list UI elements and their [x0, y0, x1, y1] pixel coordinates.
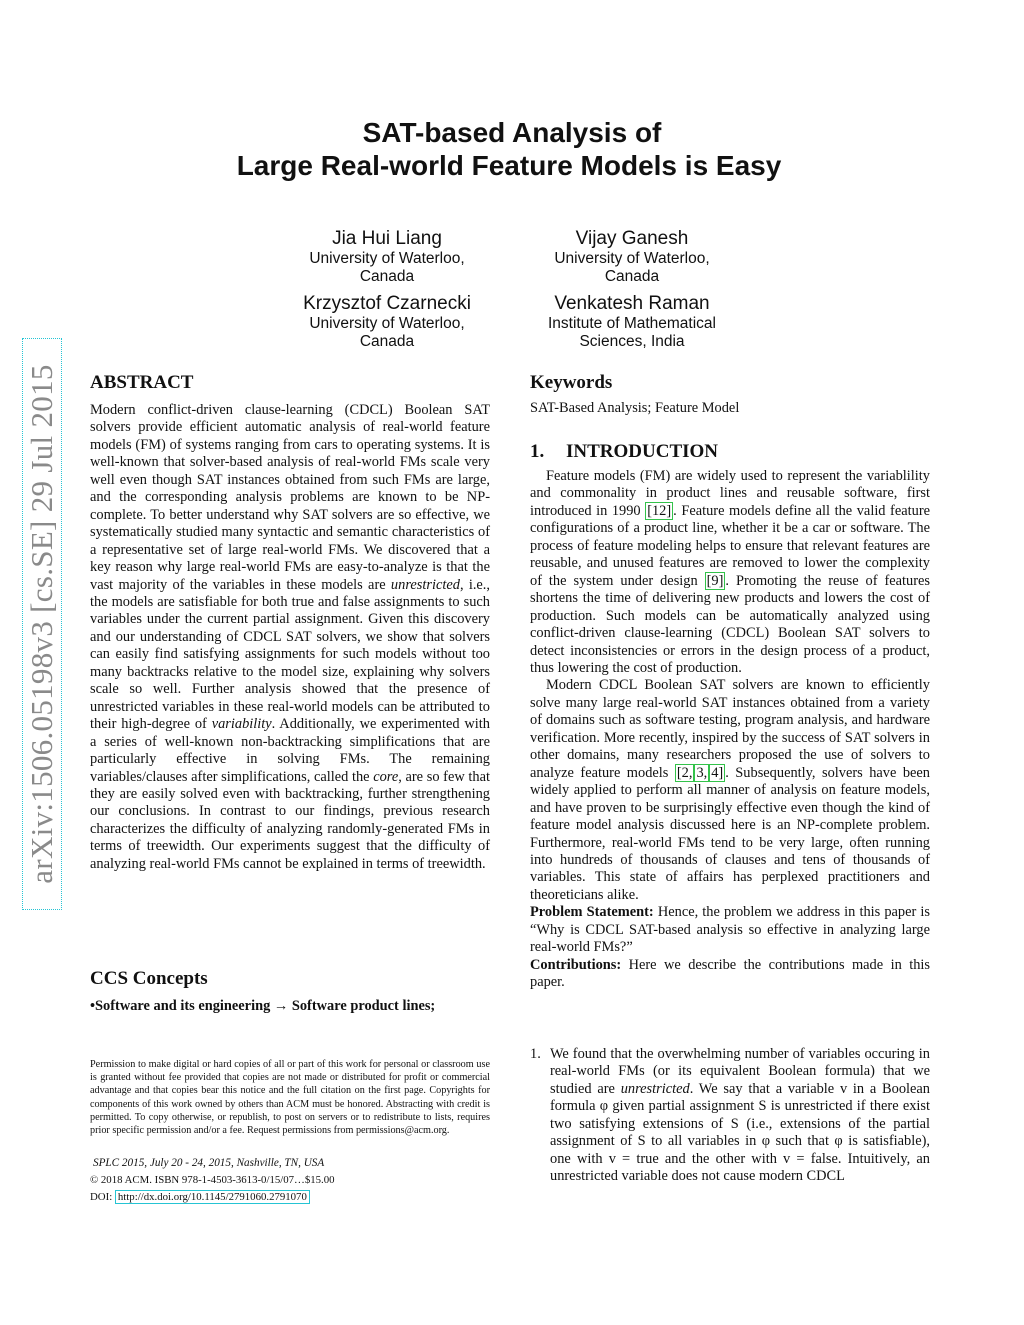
citation-link[interactable]: 4] [711, 764, 724, 781]
author-affiliation-country: Canada [604, 267, 660, 285]
author-affiliation-country: Sciences, India [579, 332, 685, 350]
author-name: Vijay Ganesh [575, 228, 689, 249]
ccs-concepts-text: •Software and its engineering → Software product lines; [90, 998, 436, 1014]
citation-link[interactable]: [2, [676, 764, 693, 781]
author-affiliation-country: Canada [359, 332, 415, 350]
contribution-item-1 [530, 1046, 930, 1186]
keywords-text: SAT-Based Analysis; Feature Model [530, 400, 740, 416]
intro-paragraph-2: Modern CDCL Boolean SAT solvers are known to efficiently solve many large real-world SAT instances obtained from a variety of domains such as software testing, program analysis, and hardware verification. More recently, inspired by the success of SAT solvers in other domains, many researchers proposed the use of solvers to analyze feature models [2, 3, 4] . Subsequently, solvers have been widely applied to perform all manner of analysis on feature models, and have proven to be surprisingly effective even though the kind of feature model analysis discussed here is an NP-complete problem. Furthermore, real-world FMs tend to be very large, often running into hundreds of thousands of clauses and tens of thousands of variables. This state of affairs has perplexed practitioners and theoreticians alike. [530, 677, 930, 903]
ccs-concepts-heading: CCS Concepts [90, 968, 208, 989]
bullet-icon: • [90, 998, 96, 1014]
author-affiliation: Institute of Mathematical [548, 315, 716, 332]
abstract-paragraph: Modern conflict-driven clause-learning (CDCL) Boolean SAT solvers provide efficient automatic analysis of real-world feature models (FM) of systems ranging from cars to operating systems. It is well-known that solver-based analysis of real-world FMs scale very well even though SAT instances obtained from such FMs are large, and the corresponding analysis problems are known to be NP-complete. To better understand why SAT solvers are so effective, we systematically studied many syntactic and semantic characteristics of a representative set of large real-world FMs. We discovered that a key reason why large real-world FMs are easy-to-analyze is that the vast majority of the variables in these models are unrestricted, i.e., the models are satisfiable for both true and false assignments to such variables under the current partial assignment. Given this discovery and our understanding of CDCL SAT solvers, we show that solvers can easily find satisfying assignments for such models without too many backtracks relative to the model size, explaining why solvers scale so well. Further analysis showed that the presence of unrestricted variables in these real-world models can be attributed to their high-degree of variability. Additionally, we experimented with a series of well-known non-backtracking simplifications that are particularly effective in solving FMs. The remaining variables/clauses after simplifications, called the core, are so few that they are easily solved even with backtracking, further strengthening our conclusions. In contrast to our findings, previous research characterizes the difficulty of analyzing randomly-generated FMs in terms of treewidth. Our experiments suggest that the difficulty of analyzing real-world FMs cannot be explained in terms of treewidth. [90, 402, 491, 872]
citation-link[interactable]: [9] [706, 572, 724, 589]
keywords-heading: Keywords [530, 372, 613, 393]
citation-link[interactable]: [12] [647, 502, 672, 519]
author-name: Venkatesh Raman [554, 293, 710, 314]
author-affiliation: University of Waterloo, [554, 250, 710, 267]
problem-statement: Problem Statement: Hence, the problem we address in this paper is “Why is CDCL SAT-based analysis so effective in analyzing large real-world FMs?” [530, 904, 930, 956]
arxiv-stamp[interactable] [22, 338, 62, 910]
introduction-heading: 1. INTRODUCTION [530, 441, 719, 462]
conference-info: SPLC 2015, July 20 - 24, 2015, Nashville, TN, USA [93, 1157, 325, 1169]
citation-link[interactable]: 3, [696, 764, 708, 781]
author-block-4 [517, 293, 747, 350]
arxiv-identifier: arXiv:1506.05198v3 [cs.SE] 29 Jul 2015 [24, 364, 59, 884]
author-affiliation: University of Waterloo, [309, 315, 465, 332]
author-affiliation-country: Canada [359, 267, 415, 285]
abstract-heading: ABSTRACT [90, 372, 194, 393]
list-number: 1. [530, 1046, 541, 1062]
author-name: Krzysztof Czarnecki [303, 293, 471, 314]
paper-title-line-1: SAT-based Analysis of [362, 117, 662, 148]
doi-link[interactable]: http://dx.doi.org/10.1145/2791060.2791070 [115, 1190, 310, 1204]
doi-line [90, 1191, 490, 1203]
paper-title-line-2: Large Real-world Feature Models is Easy [236, 150, 782, 181]
copyright-info: © 2018 ACM. ISBN 978-1-4503-3613-0/15/07…$15.00 [90, 1174, 335, 1186]
introduction-body [530, 468, 930, 992]
contributions-intro: Contributions: Here we describe the contributions made in this paper. [530, 956, 930, 991]
author-name: Jia Hui Liang [332, 228, 442, 249]
intro-paragraph-1: Feature models (FM) are widely used to represent the variablility and commonality in product lines and reusable software, first introduced in 1990 [12] . Feature models define all the valid feature configurations of a product line, whether it be a car or software. The process of feature modeling helps to ensure that relevant features are reusable, and unused features are removed to lower the complexity of the system under design [9] . Promoting the reuse of features shortens the time of delivering new products and lowers the cost of production. Such models can be automatically analyzed using conflict-driven clause-learning (CDCL) Boolean SAT solvers to detect inconsistencies or errors in the design process of a product, thus lowering the cost of production. [530, 468, 931, 676]
section-number: 1. [530, 441, 545, 462]
permission-notice: Permission to make digital or hard copies of all or part of this work for personal or classroom use is granted without fee provided that copies are not made or distributed for profit or commercial advantage and that copies bear this notice and the full citation on the first page. Copyrights for components of this work owned by others than ACM must be honored. Abstracting with credit is permitted. To copy otherwise, or republish, to post on servers or to redistribute to lists, requires prior specific permission and/or a fee. Request permissions from permissions@acm.org. [90, 1059, 490, 1137]
author-block-1 [272, 228, 502, 285]
author-affiliation: University of Waterloo, [309, 250, 465, 267]
author-block-2 [517, 228, 747, 285]
contribution-text: We found that the overwhelming number of variables occuring in real-world FMs (or its equivalent Boolean formula) that we studied are unrestricted. We say that a variable v in a Boolean formula φ given partial assignment S is unrestricted if there exist two satisfying extensions of S (i.e., extensions of the partial assignment of S to all variables in φ such that φ is satisfiable), one with v = true and the other with v = false. Intuitively, an unrestricted variable does not cause modern CDCL [550, 1046, 930, 1185]
doi-label: DOI: [90, 1191, 113, 1203]
author-block-3 [272, 293, 502, 350]
